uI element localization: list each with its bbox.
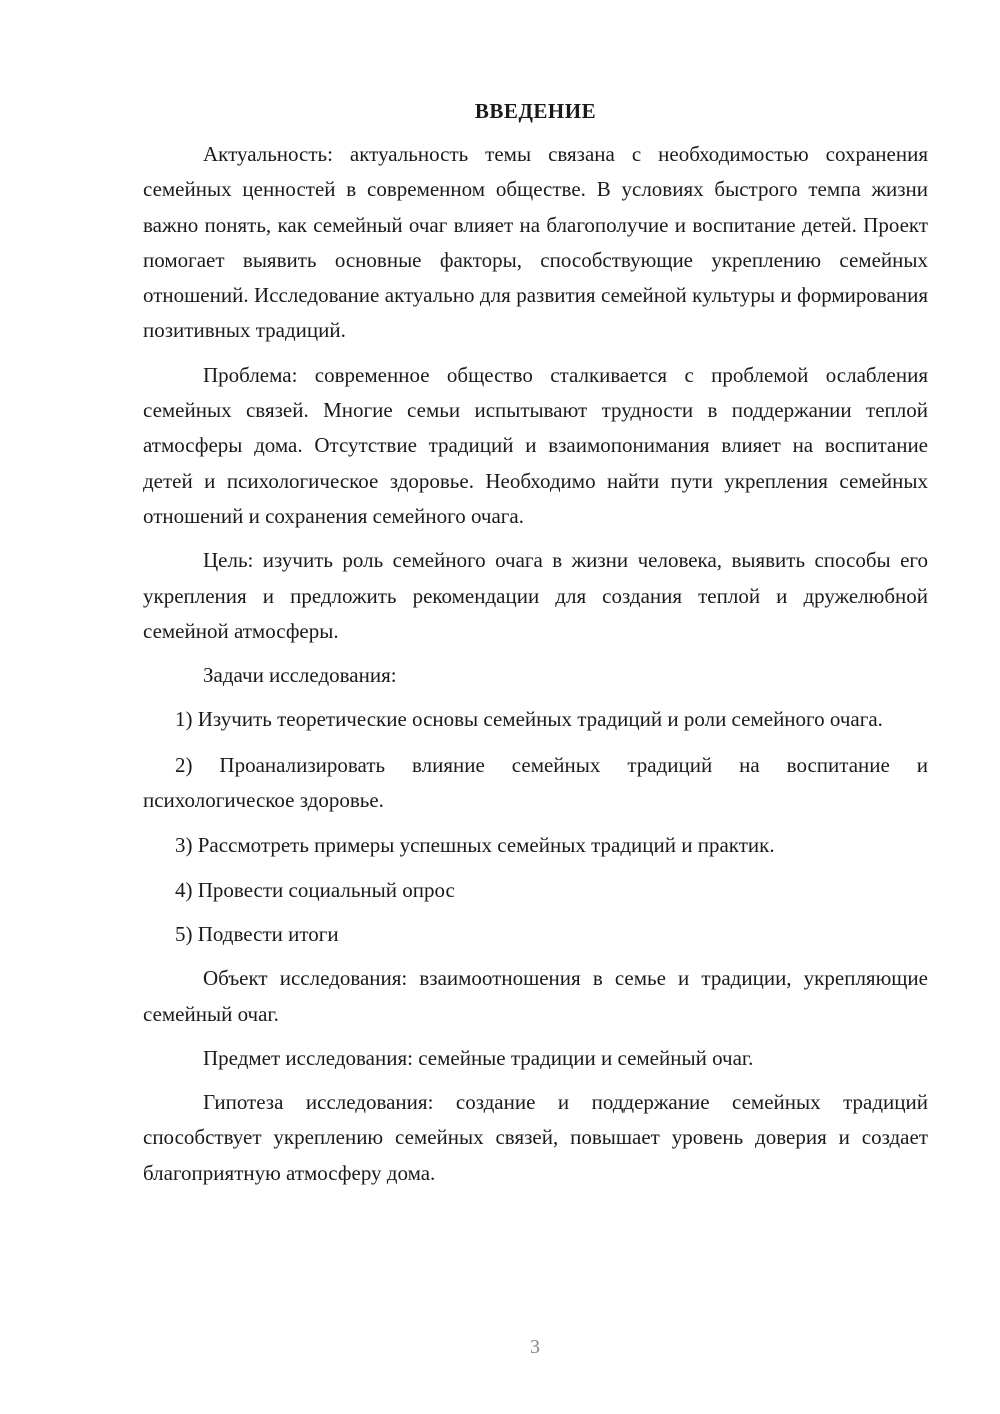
subject-paragraph: Предмет исследования: семейные традиции и семейный очаг. xyxy=(203,1045,754,1070)
hypothesis-paragraph: Гипотеза исследования: создание и поддержание семейных традиций способствует укреплению семейных связей, повышает уровень доверия и создает благоприятную атмосферу дома. xyxy=(143,1090,928,1185)
task-item: 4) Провести социальный опрос xyxy=(175,877,455,902)
page-title: ВВЕДЕНИЕ xyxy=(474,99,597,123)
tasks-heading: Задачи исследования: xyxy=(203,663,397,688)
task-item: 3) Рассмотреть примеры успешных семейных традиций и практик. xyxy=(175,833,775,858)
task-item: 5) Подвести итоги xyxy=(175,921,339,946)
relevance-paragraph: Актуальность: актуальность темы связана с необходимостью сохранения семейных ценностей в современном обществе. В условиях быстрого темпа жизни важно понять, как семейный очаг влияет на благополучие и воспитание детей. Проект помогает выявить основные факторы, способствующие укреплению семейных отношений. Исследование актуально для развития семейной культуры и формирования позитивных традиций. xyxy=(143,142,928,343)
goal-paragraph: Цель: изучить роль семейного очага в жизни человека, выявить способы его укрепления и предложить рекомендации для создания теплой и дружелюбной семейной атмосферы. xyxy=(143,548,928,643)
problem-paragraph: Проблема: современное общество сталкивается с проблемой ослабления семейных связей. Многие семьи испытывают трудности в поддержании теплой атмосферы дома. Отсутствие традиций и взаимопонимания влияет на воспитание детей и психологическое здоровье. Необходимо найти пути укрепления семейных отношений и сохранения семейного очага. xyxy=(143,362,928,528)
task-item: 2) Проанализировать влияние семейных традиций на воспитание и психологическое здоровье. xyxy=(143,752,928,813)
page-number: 3 xyxy=(530,1336,540,1358)
object-paragraph: Объект исследования: взаимоотношения в семье и традиции, укрепляющие семейный очаг. xyxy=(143,966,928,1026)
task-item: 1) Изучить теоретические основы семейных традиций и роли семейного очага. xyxy=(175,707,883,732)
document-page xyxy=(143,95,928,1200)
